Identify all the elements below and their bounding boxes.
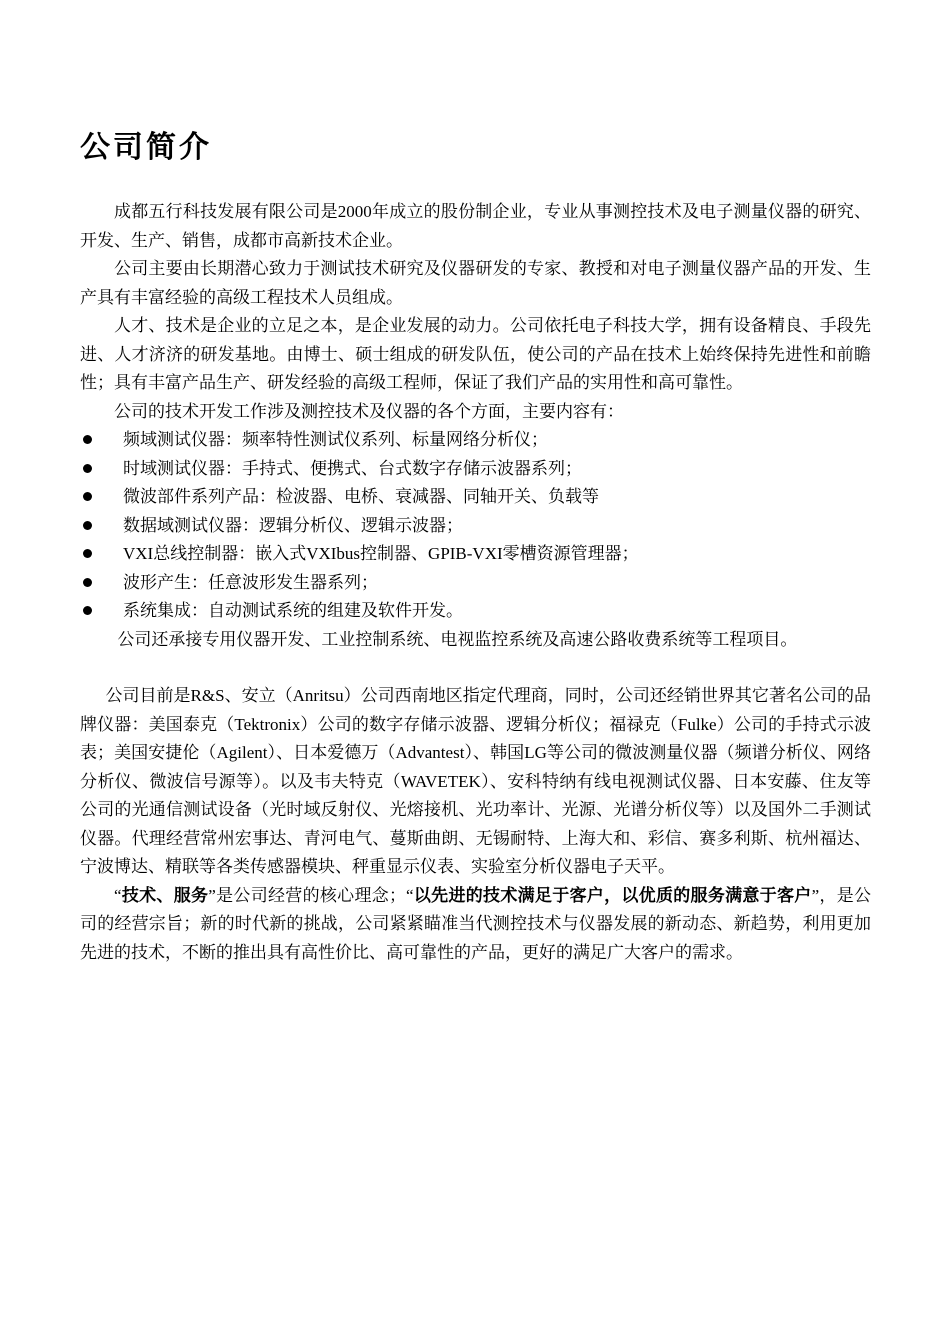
paragraph-gap: [80, 654, 871, 682]
list-item-text: 时域测试仪器：手持式、便携式、台式数字存储示波器系列；: [123, 458, 582, 478]
bullet-icon: [83, 606, 92, 615]
bullet-icon: [83, 435, 92, 444]
business-purpose-text: 以先进的技术满足于客户，以优质的服务满意于客户: [413, 885, 812, 905]
team-paragraph: 公司主要由长期潜心致力于测试技术研究及仪器研发的专家、教授和对电子测量仪器产品的开发、生产具有丰富经验的高级工程技术人员组成。: [80, 259, 871, 307]
page-title: 公司简介: [80, 130, 212, 165]
document-body: [80, 198, 871, 967]
list-item-text: 数据域测试仪器：逻辑分析仪、逻辑示波器；: [123, 515, 463, 535]
list-item-text: 频域测试仪器：频率特性测试仪系列、标量网络分析仪；: [123, 430, 548, 449]
list-item: [80, 512, 871, 541]
bullet-icon: [83, 521, 92, 530]
list-item-text: 波形产生：任意波形发生器系列；: [123, 572, 378, 592]
bullet-icon: [83, 464, 92, 473]
distribution-paragraph: 公司目前是R&S、安立（Anritsu）公司西南地区指定代理商，同时，公司还经销世界其它著名公司的品牌仪器：美国泰克（Tektronix）公司的数字存储示波器、逻辑分析仪；福禄克（Fulke）公司的手持式示波表；美国安捷伦（Agilent）、日本爱德万（Advantest）、韩国LG等公司的微波测量仪器（频谱分析仪、网络分析仪、微波信号源等）。以及韦夫特克（WAVETEK）、安科特纳有线电视测试仪器、日本安藤、住友等公司的光通信测试设备（光时域反射仪、光熔接机、光功率计、光源、光谱分析仪等）以及国外二手测试仪器。代理经营常州宏事达、青河电气、蔓斯曲朗、无锡耐特、上海大和、彩信、赛多利斯、杭州福达、宁波博达、精联等各类传感器模块、秤重显示仪表、实验室分析仪器电子天平。: [80, 686, 871, 876]
core-concept-text: 技术、服务: [121, 885, 209, 905]
projects-paragraph: 公司还承接专用仪器开发、工业控制系统、电视监控系统及高速公路收费系统等工程项目。: [117, 629, 798, 649]
list-item: [80, 455, 871, 484]
intro-paragraph: 成都五行科技发展有限公司是2000年成立的股份制企业，专业从事测控技术及电子测量仪器的研究、开发、生产、销售，成都市高新技术企业。: [80, 202, 871, 250]
list-item: [80, 597, 871, 626]
areas-intro-paragraph: 公司的技术开发工作涉及测控技术及仪器的各个方面，主要内容有：: [114, 401, 624, 421]
list-item: [80, 540, 871, 569]
philosophy-rest-text: ”，是公司的经营宗旨；新的时代新的挑战，公司紧紧瞄准当代测控技术与仪器发展的新动态、新趋势，利用更加先进的技术，不断的推出具有高性价比、高可靠性的产品，更好的满足广大客户的需求。: [80, 885, 872, 962]
bullet-icon: [83, 578, 92, 587]
list-item: [80, 426, 871, 455]
business-areas-list: [80, 426, 871, 626]
list-item-text: 系统集成：自动测试系统的组建及软件开发。: [123, 601, 463, 620]
bullet-icon: [83, 549, 92, 558]
list-item-text: 微波部件系列产品：检波器、电桥、衰减器、同轴开关、负载等: [123, 487, 599, 506]
list-item: [80, 569, 871, 598]
bullet-icon: [83, 492, 92, 501]
philosophy-paragraph: [80, 882, 871, 968]
philosophy-mid-text: ”是公司经营的核心理念；“: [208, 885, 414, 905]
list-item-text: VXI总线控制器：嵌入式VXIbus控制器、GPIB-VXI零槽资源管理器；: [123, 544, 639, 563]
quote-open: “: [114, 885, 122, 905]
list-item: [80, 483, 871, 512]
foundation-paragraph: 人才、技术是企业的立足之本，是企业发展的动力。公司依托电子科技大学，拥有设备精良、手段先进、人才济济的研发基地。由博士、硕士组成的研发队伍，使公司的产品在技术上始终保持先进性和前瞻性；具有丰富产品生产、研发经验的高级工程师，保证了我们产品的实用性和高可靠性。: [80, 316, 871, 392]
